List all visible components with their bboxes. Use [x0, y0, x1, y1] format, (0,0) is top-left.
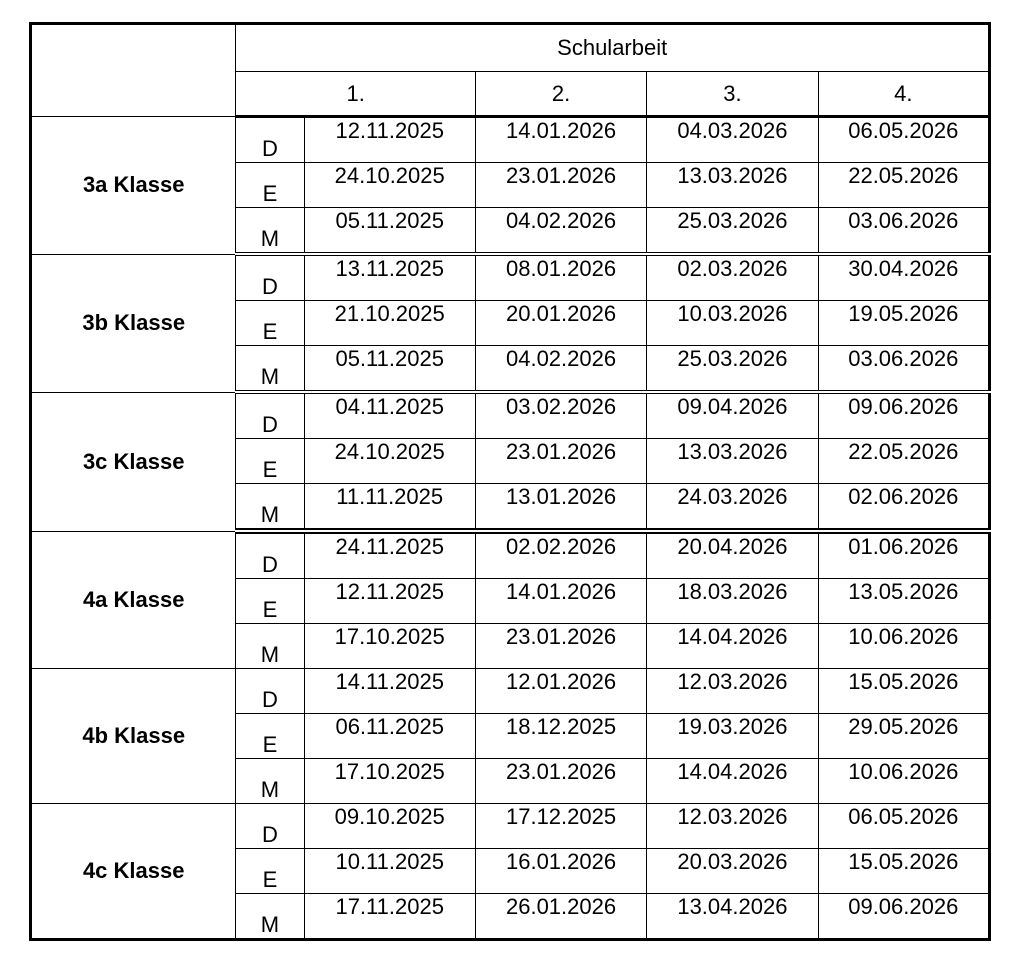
subject-label: D [236, 117, 304, 163]
date-cell: 22.05.2026 [818, 439, 989, 484]
date-cell: 03.06.2026 [818, 346, 989, 393]
date-cell: 09.04.2026 [647, 392, 818, 439]
header-col-2: 2. [475, 72, 646, 117]
subject-label: M [236, 346, 304, 393]
table-row [31, 117, 990, 163]
date-cell: 09.06.2026 [818, 894, 989, 940]
date-cell: 26.01.2026 [475, 894, 646, 940]
date-cell: 23.01.2026 [475, 759, 646, 804]
date-cell: 12.01.2026 [475, 669, 646, 714]
subject-label: M [236, 759, 304, 804]
corner-cell [31, 24, 236, 117]
date-cell: 14.01.2026 [475, 117, 646, 163]
header-col-3: 3. [647, 72, 818, 117]
date-cell: 15.05.2026 [818, 849, 989, 894]
date-cell: 23.01.2026 [475, 439, 646, 484]
subject-label: M [236, 484, 304, 532]
subject-label: E [236, 163, 304, 208]
table-row [31, 804, 990, 849]
subject-label: E [236, 301, 304, 346]
subject-label: E [236, 714, 304, 759]
date-cell: 14.04.2026 [647, 624, 818, 669]
date-cell: 13.01.2026 [475, 484, 646, 532]
subject-label: E [236, 439, 304, 484]
date-cell: 18.03.2026 [647, 579, 818, 624]
header-col-1: 1. [236, 72, 475, 117]
date-cell: 08.01.2026 [475, 254, 646, 301]
class-label: 3c Klasse [31, 392, 236, 531]
date-cell: 09.10.2025 [304, 804, 475, 849]
date-cell: 24.10.2025 [304, 163, 475, 208]
date-cell: 30.04.2026 [818, 254, 989, 301]
date-cell: 29.05.2026 [818, 714, 989, 759]
date-cell: 10.06.2026 [818, 759, 989, 804]
subject-label: E [236, 849, 304, 894]
subject-label: D [236, 531, 304, 579]
date-cell: 06.05.2026 [818, 804, 989, 849]
date-cell: 25.03.2026 [647, 346, 818, 393]
table-row [31, 669, 990, 714]
table-row [31, 392, 990, 439]
date-cell: 14.01.2026 [475, 579, 646, 624]
date-cell: 17.11.2025 [304, 894, 475, 940]
date-cell: 25.03.2026 [647, 208, 818, 255]
date-cell: 13.11.2025 [304, 254, 475, 301]
date-cell: 20.03.2026 [647, 849, 818, 894]
date-cell: 05.11.2025 [304, 208, 475, 255]
subject-label: M [236, 624, 304, 669]
date-cell: 13.03.2026 [647, 163, 818, 208]
date-cell: 16.01.2026 [475, 849, 646, 894]
date-cell: 19.03.2026 [647, 714, 818, 759]
date-cell: 04.11.2025 [304, 392, 475, 439]
date-cell: 23.01.2026 [475, 163, 646, 208]
date-cell: 12.11.2025 [304, 579, 475, 624]
date-cell: 09.06.2026 [818, 392, 989, 439]
date-cell: 04.02.2026 [475, 346, 646, 393]
date-cell: 17.12.2025 [475, 804, 646, 849]
table-row [31, 531, 990, 579]
date-cell: 17.10.2025 [304, 759, 475, 804]
date-cell: 02.03.2026 [647, 254, 818, 301]
subject-label: D [236, 254, 304, 301]
subject-label: M [236, 894, 304, 940]
date-cell: 04.03.2026 [647, 117, 818, 163]
subject-label: D [236, 804, 304, 849]
date-cell: 06.05.2026 [818, 117, 989, 163]
schedule-table [29, 22, 991, 941]
date-cell: 24.03.2026 [647, 484, 818, 532]
date-cell: 19.05.2026 [818, 301, 989, 346]
date-cell: 13.05.2026 [818, 579, 989, 624]
date-cell: 03.06.2026 [818, 208, 989, 255]
date-cell: 10.03.2026 [647, 301, 818, 346]
date-cell: 17.10.2025 [304, 624, 475, 669]
date-cell: 14.04.2026 [647, 759, 818, 804]
date-cell: 01.06.2026 [818, 531, 989, 579]
subject-label: E [236, 579, 304, 624]
date-cell: 12.03.2026 [647, 804, 818, 849]
class-label: 3a Klasse [31, 117, 236, 255]
date-cell: 20.04.2026 [647, 531, 818, 579]
header-row-title [31, 24, 990, 72]
date-cell: 05.11.2025 [304, 346, 475, 393]
date-cell: 21.10.2025 [304, 301, 475, 346]
date-cell: 15.05.2026 [818, 669, 989, 714]
class-label: 4c Klasse [31, 804, 236, 940]
date-cell: 23.01.2026 [475, 624, 646, 669]
date-cell: 18.12.2025 [475, 714, 646, 759]
subject-label: D [236, 392, 304, 439]
date-cell: 13.03.2026 [647, 439, 818, 484]
date-cell: 20.01.2026 [475, 301, 646, 346]
date-cell: 14.11.2025 [304, 669, 475, 714]
date-cell: 24.11.2025 [304, 531, 475, 579]
date-cell: 06.11.2025 [304, 714, 475, 759]
date-cell: 11.11.2025 [304, 484, 475, 532]
date-cell: 10.11.2025 [304, 849, 475, 894]
subject-label: M [236, 208, 304, 255]
class-label: 3b Klasse [31, 254, 236, 392]
header-title: Schularbeit [236, 24, 990, 72]
date-cell: 02.02.2026 [475, 531, 646, 579]
date-cell: 10.06.2026 [818, 624, 989, 669]
date-cell: 02.06.2026 [818, 484, 989, 532]
date-cell: 12.03.2026 [647, 669, 818, 714]
date-cell: 04.02.2026 [475, 208, 646, 255]
date-cell: 24.10.2025 [304, 439, 475, 484]
class-label: 4a Klasse [31, 531, 236, 669]
date-cell: 12.11.2025 [304, 117, 475, 163]
header-col-4: 4. [818, 72, 989, 117]
subject-label: D [236, 669, 304, 714]
date-cell: 22.05.2026 [818, 163, 989, 208]
class-label: 4b Klasse [31, 669, 236, 804]
table-row [31, 254, 990, 301]
date-cell: 13.04.2026 [647, 894, 818, 940]
date-cell: 03.02.2026 [475, 392, 646, 439]
